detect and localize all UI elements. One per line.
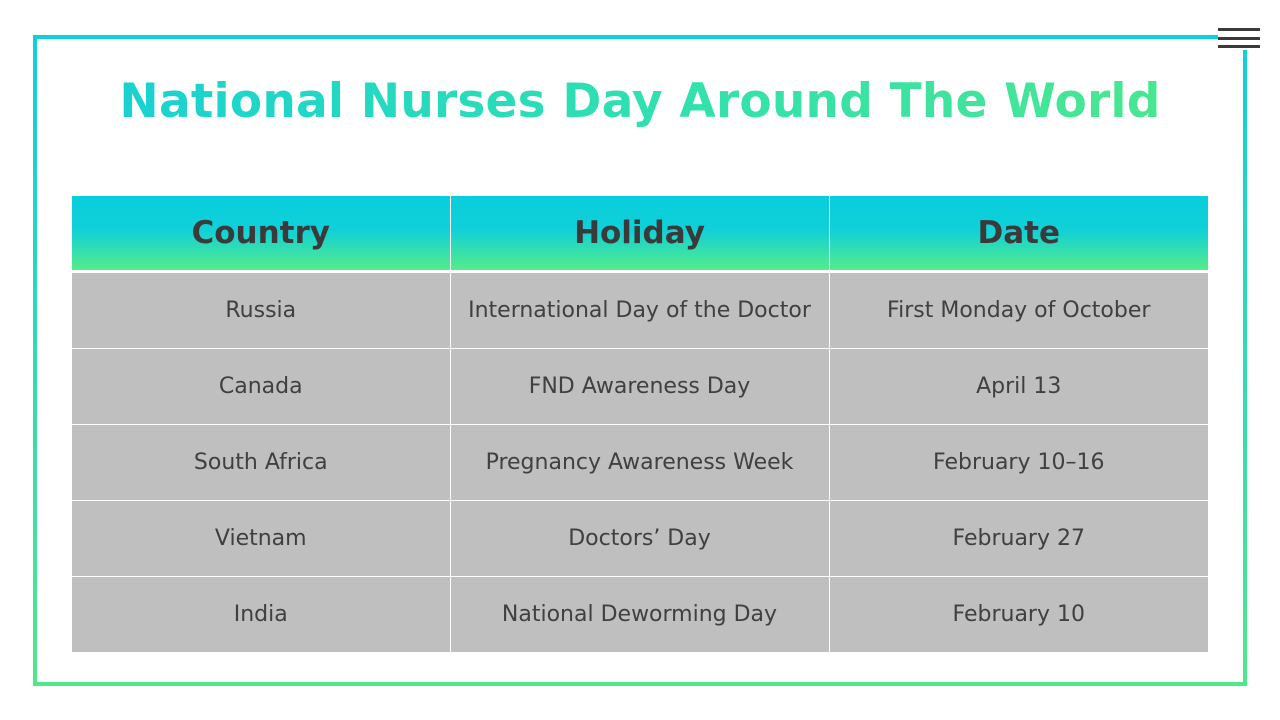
cell-date: February 10 [829,577,1208,653]
table-row [72,577,1208,653]
holiday-table [72,196,1208,652]
table-header-row [72,196,1208,272]
table-row [72,272,1208,349]
cell-country: Vietnam [72,501,450,577]
cell-holiday: International Day of the Doctor [450,272,829,349]
cell-holiday: National Deworming Day [450,577,829,653]
cell-date: April 13 [829,349,1208,425]
menu-line [1218,28,1260,31]
table-row [72,501,1208,577]
cell-holiday: Doctors’ Day [450,501,829,577]
cell-holiday: Pregnancy Awareness Week [450,425,829,501]
menu-line [1218,37,1260,40]
cell-date: February 10–16 [829,425,1208,501]
hamburger-menu-icon[interactable] [1218,26,1260,50]
column-header-date: Date [829,196,1208,272]
cell-country: Canada [72,349,450,425]
column-header-holiday: Holiday [450,196,829,272]
cell-date: First Monday of October [829,272,1208,349]
cell-date: February 27 [829,501,1208,577]
cell-country: India [72,577,450,653]
column-header-country: Country [72,196,450,272]
table-row [72,425,1208,501]
table-row [72,349,1208,425]
cell-country: Russia [72,272,450,349]
cell-country: South Africa [72,425,450,501]
cell-holiday: FND Awareness Day [450,349,829,425]
menu-line [1218,45,1260,48]
slide-title: National Nurses Day Around The World [0,72,1280,132]
